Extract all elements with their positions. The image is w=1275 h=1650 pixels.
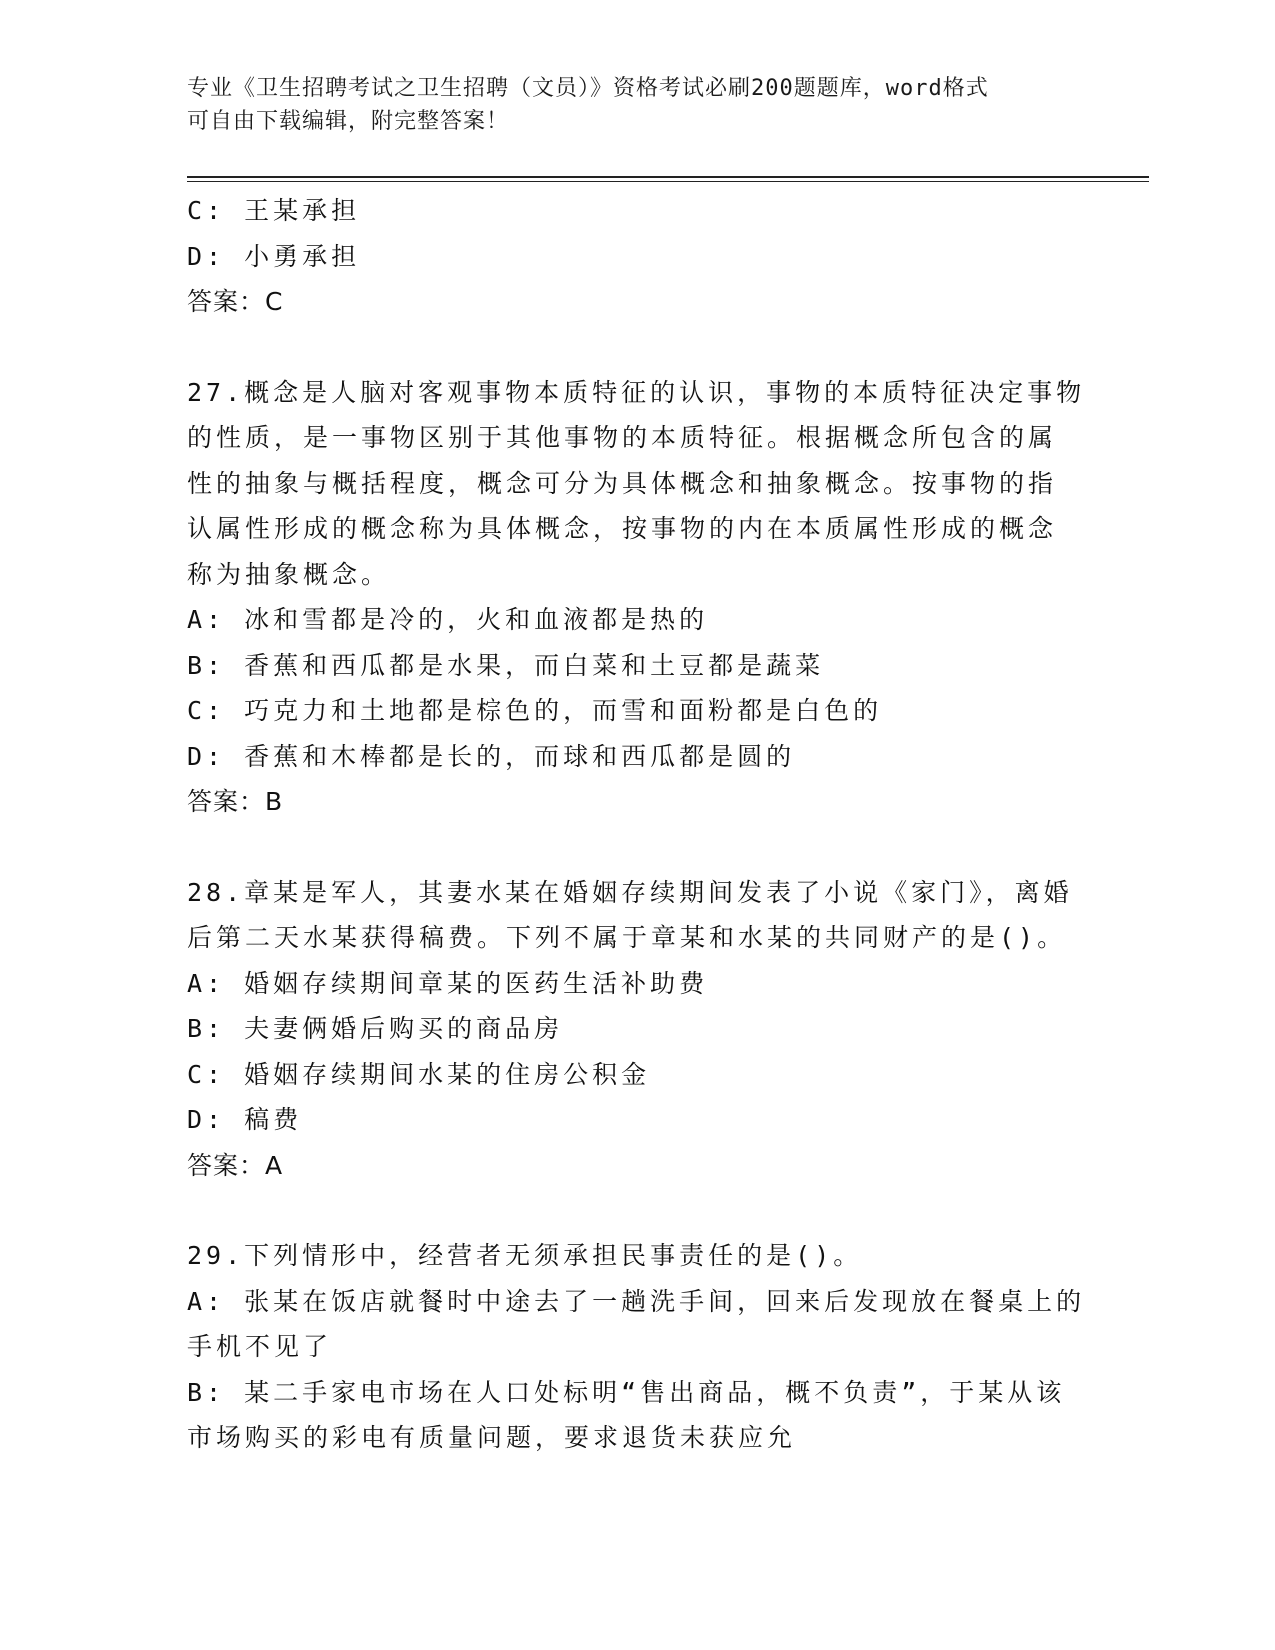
answer-line: 答案：A [187,1150,284,1180]
question-stem-line: 称为抽象概念。 [187,559,391,589]
question-stem-line: 29.下列情形中，经营者无须承担民事责任的是()。 [187,1241,863,1270]
header-divider-thick [187,176,1149,178]
header-divider-thin [187,181,1149,182]
option-a-continued: 手机不见了 [187,1332,333,1361]
spacer [187,325,1087,370]
question-28 [187,870,1087,1189]
spacer [187,825,1087,870]
option-b: B: 夫妻俩婚后购买的商品房 [187,1014,564,1043]
option-a: A: 张某在饭店就餐时中途去了一趟洗手间，回来后发现放在餐桌上的 [187,1286,1086,1316]
question-stem-line: 28.章某是军人，其妻水某在婚姻存续期间发表了小说《家门》，离婚 [187,877,1073,907]
document-header [187,72,1067,138]
question-29 [187,1233,1087,1461]
question-stem-line: 的性质，是一事物区别于其他事物的本质特征。根据概念所包含的属 [187,423,1058,452]
question-stem-line: 认属性形成的概念称为具体概念，按事物的内在本质属性形成的概念 [187,514,1058,543]
option-a: A: 婚姻存续期间章某的医药生活补助费 [187,968,709,998]
option-c: C: 巧克力和土地都是棕色的，而雪和面粉都是白色的 [187,696,883,725]
header-line-1: 专业《卫生招聘考试之卫生招聘（文员）》资格考试必刷200题题库，word格式 [187,76,989,101]
question-content [187,188,1087,1461]
option-c: C: 婚姻存续期间水某的住房公积金 [187,1059,651,1089]
option-c: C: 王某承担 [187,196,361,225]
spacer [187,1188,1087,1233]
option-b: B: 香蕉和西瓜都是水果，而白菜和土豆都是蔬菜 [187,650,825,680]
option-a: A: 冰和雪都是冷的，火和血液都是热的 [187,605,709,634]
question-stem-line: 27.概念是人脑对客观事物本质特征的认识，事物的本质特征决定事物 [187,377,1086,407]
header-line-2: 可自由下载编辑，附完整答案！ [187,109,510,134]
answer-line: 答案：B [187,787,284,816]
option-d: D: 小勇承担 [187,241,361,271]
option-b: B: 某二手家电市场在人口处标明“售出商品，概不负责”，于某从该 [187,1377,1066,1407]
question-27 [187,370,1087,825]
answer-line: 答案：C [187,287,284,316]
option-d: D: 稿费 [187,1105,303,1134]
question-26-tail [187,188,1087,325]
option-b-continued: 市场购买的彩电有质量问题，要求退货未获应允 [187,1423,797,1452]
question-stem-line: 性的抽象与概括程度，概念可分为具体概念和抽象概念。按事物的指 [187,468,1058,498]
option-d: D: 香蕉和木棒都是长的，而球和西瓜都是圆的 [187,741,796,771]
question-stem-line: 后第二天水某获得稿费。下列不属于章某和水某的共同财产的是()。 [187,923,1067,952]
